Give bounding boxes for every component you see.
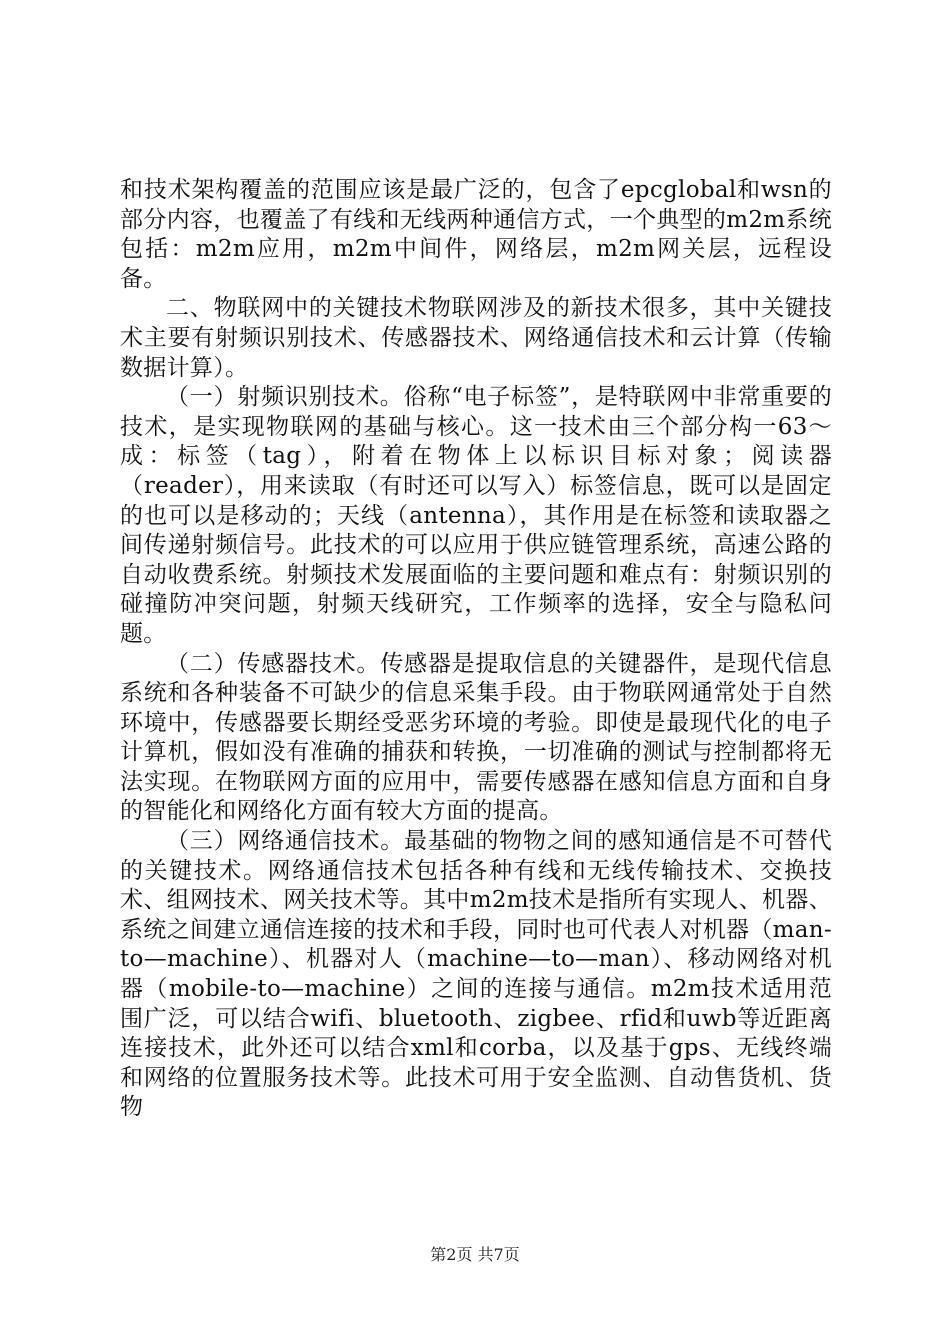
document-body [120, 176, 832, 1123]
page-number-footer: 第2页 共7页 [430, 1245, 520, 1264]
paragraph-key-technologies: 二、物联网中的关键技术物联网涉及的新技术很多，其中关键技术主要有射频识别技术、传感器技术、网络通信技术和云计算（传输数据计算）。 [120, 295, 832, 381]
paragraph-network-communication: （三）网络通信技术。最基础的物物之间的感知通信是不可替代的关键技术。网络通信技术包括各种有线和无线传输技术、交换技术、组网技术、网关技术等。其中m2m技术是指所有实现人、机器、系统之间建立通信连接的技术和手段，同时也可代表人对机器（man-to—machine）、机器对人（machine—to—man）、移动网络对机器（mobile-to—machine）之间的连接与通信。m2m技术适用范围广泛，可以结合wifi、bluetooth、zigbee、rfid和uwb等近距离连接技术，此外还可以结合xml和corba，以及基于gps、无线终端和网络的位置服务技术等。此技术可用于安全监测、自动售货机、货物 [120, 828, 832, 1121]
paragraph-rfid: （一）射频识别技术。俗称“电子标签”，是特联网中非常重要的技术，是实现物联网的基础与核心。这一技术由三个部分构一63～成：标签（tag），附着在物体上以标识目标对象；阅读器（reader），用来读取（有时还可以写入）标签信息，既可以是固定的也可以是移动的；天线（antenna），其作用是在标签和读取器之间传递射频信号。此技术的可以应用于供应链管理系统，高速公路的自动收费系统。射频技术发展面临的主要问题和难点有：射频识别的碰撞防冲突问题，射频天线研究，工作频率的选择，安全与隐私问题。 [120, 384, 832, 647]
paragraph-sensor: （二）传感器技术。传感器是提取信息的关键器件，是现代信息系统和各种装备不可缺少的信息采集手段。由于物联网通常处于自然环境中，传感器要长期经受恶劣环境的考验。即使是最现代化的电子计算机，假如没有准确的捕获和转换，一切准确的测试与控制都将无法实现。在物联网方面的应用中，需要传感器在感知信息方面和自身的智能化和网络化方面有较大方面的提高。 [120, 650, 832, 825]
paragraph-continuation: 和技术架构覆盖的范围应该是最广泛的，包含了epcglobal和wsn的部分内容，也覆盖了有线和无线两种通信方式，一个典型的m2m系统包括：m2m应用，m2m中间件，网络层，m2m网关层，远程设备。 [120, 177, 832, 292]
